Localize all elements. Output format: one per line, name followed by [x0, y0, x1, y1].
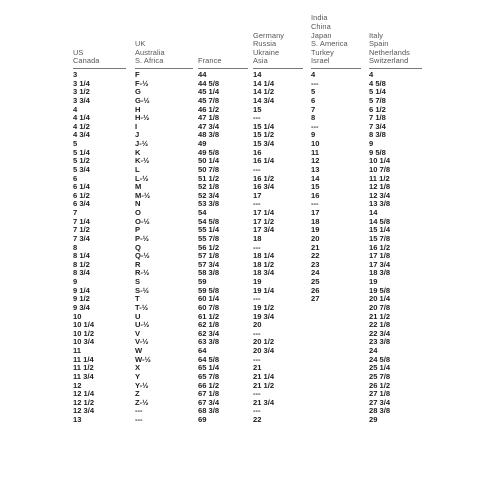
- size-cell: H-½: [135, 113, 150, 123]
- size-cell: 9 1/2: [73, 294, 90, 304]
- size-cell: 18 1/2: [253, 259, 275, 269]
- size-cell: S-½: [135, 285, 149, 295]
- size-cell: 6: [73, 173, 78, 183]
- size-cell: Z-½: [135, 397, 149, 407]
- column-header-line: Asia: [253, 56, 268, 66]
- size-cell: 17 1/8: [369, 251, 391, 261]
- header-divider: [135, 68, 193, 69]
- size-cell: 16 1/2: [369, 242, 391, 252]
- size-cell: 54: [198, 208, 207, 217]
- size-cell: 14: [253, 70, 262, 79]
- size-cell: 6: [311, 95, 316, 105]
- size-cell: 7 3/4: [369, 121, 386, 131]
- column-header-line: Switzerland: [369, 56, 409, 66]
- size-cell: 20: [311, 233, 320, 243]
- size-cell: 7: [73, 208, 78, 217]
- size-cell: 7 3/4: [73, 233, 90, 243]
- size-cell: H: [135, 104, 141, 114]
- size-cell: O-½: [135, 216, 150, 226]
- size-cell: 13: [73, 415, 82, 424]
- size-cell: 11 1/2: [73, 363, 94, 373]
- column-header-line: Spain: [369, 39, 389, 49]
- size-cell: 15 1/4: [369, 225, 391, 235]
- size-cell: 17 3/4: [253, 225, 275, 235]
- size-cell: 20: [253, 320, 262, 330]
- size-cell: 18: [253, 233, 262, 243]
- size-cell: M: [135, 182, 142, 192]
- column-header-line: Japan: [311, 30, 332, 40]
- size-cell: ---: [253, 406, 261, 416]
- size-cell: 9 3/4: [73, 302, 90, 312]
- size-cell: 10: [73, 311, 82, 321]
- size-cell: ---: [253, 389, 261, 399]
- size-cell: 20 7/8: [369, 302, 391, 312]
- size-cell: 5 1/4: [73, 147, 90, 157]
- size-cell: 53 3/8: [198, 199, 220, 209]
- size-cell: 11 3/4: [73, 371, 94, 381]
- column-1: [135, 8, 195, 424]
- size-cell: 55 7/8: [198, 233, 220, 243]
- size-cell: R: [135, 259, 141, 269]
- size-cell: 58 3/8: [198, 268, 220, 278]
- size-cell: 16 1/4: [253, 156, 275, 166]
- size-cell: Y-½: [135, 380, 149, 390]
- size-cell: 52 3/4: [198, 190, 220, 200]
- size-cell: 50 7/8: [198, 164, 220, 174]
- column-header-line: Germany: [253, 30, 285, 40]
- size-cell: 4 1/4: [73, 113, 90, 123]
- size-cell: ---: [253, 113, 261, 123]
- size-cell: 14 3/4: [253, 95, 275, 105]
- size-cell: 12 1/8: [369, 182, 391, 192]
- size-cell: 21 1/2: [253, 380, 275, 390]
- size-cell: 17: [311, 208, 320, 217]
- size-cell: 19 3/4: [253, 311, 275, 321]
- size-cell: 4 5/8: [369, 78, 386, 88]
- size-cell: 10 7/8: [369, 164, 391, 174]
- size-cell: 12 1/4: [73, 389, 95, 399]
- column-header: [311, 8, 363, 66]
- column-header-line: Turkey: [311, 47, 334, 57]
- size-cell: 56 1/2: [198, 242, 220, 252]
- size-cell: 11 1/4: [73, 354, 94, 364]
- size-cell: 25 1/4: [369, 363, 391, 373]
- column-header-line: France: [198, 56, 222, 66]
- column-header-line: S. Africa: [135, 56, 164, 66]
- size-cell: 3 1/4: [73, 78, 90, 88]
- size-cell: ---: [311, 78, 319, 88]
- size-cell: 44 5/8: [198, 78, 220, 88]
- size-cell: 45 7/8: [198, 95, 220, 105]
- size-cell: I: [135, 121, 138, 131]
- size-cell: J: [135, 130, 140, 140]
- size-cell: 16 1/2: [253, 173, 275, 183]
- size-cell: 8: [73, 242, 78, 252]
- size-cell: 49 5/8: [198, 147, 220, 157]
- size-cell: 5 1/4: [369, 87, 386, 97]
- size-cell: 10 1/4: [73, 320, 95, 330]
- size-cell: ---: [253, 164, 261, 174]
- column-header-line: Russia: [253, 39, 277, 49]
- size-cell: 13 3/8: [369, 199, 391, 209]
- size-cell: ---: [135, 406, 143, 416]
- size-cell: 4: [311, 70, 316, 79]
- size-cell: 23 3/8: [369, 337, 391, 347]
- size-cell: 18 1/4: [253, 251, 275, 261]
- header-divider: [369, 68, 422, 69]
- size-cell: 25: [311, 277, 320, 286]
- size-cell: 9: [369, 139, 374, 148]
- size-cell: 27 3/4: [369, 397, 391, 407]
- column-header-line: India: [311, 13, 328, 23]
- size-cell: 50 1/4: [198, 156, 220, 166]
- size-cell: 7 1/8: [369, 113, 386, 123]
- size-cell: 16 3/4: [253, 182, 275, 192]
- size-cell: 57 1/8: [198, 251, 220, 261]
- size-cell: 8: [311, 113, 316, 123]
- column-header-line: Italy: [369, 30, 384, 40]
- column-0: [73, 8, 128, 424]
- size-cell: 21 1/2: [369, 311, 391, 321]
- size-cell: 66 1/2: [198, 380, 220, 390]
- size-cell: 20 1/4: [369, 294, 391, 304]
- size-cell: 27: [311, 294, 320, 304]
- size-cell: 47 1/8: [198, 113, 220, 123]
- size-cell: 14: [369, 208, 378, 217]
- size-cell: ---: [253, 199, 261, 209]
- size-cell: 16: [311, 190, 320, 200]
- size-cell: 59 5/8: [198, 285, 220, 295]
- size-cell: ---: [253, 242, 261, 252]
- size-cell: K-½: [135, 156, 150, 166]
- size-cell: 24: [311, 268, 320, 278]
- header-divider: [311, 68, 361, 69]
- size-cell: 19: [253, 277, 262, 286]
- size-cell: 22 1/8: [369, 320, 391, 330]
- size-cell: 3 3/4: [73, 95, 90, 105]
- size-cell: 13: [311, 164, 320, 174]
- size-cell: 9: [311, 130, 316, 140]
- size-cell: 69: [198, 415, 207, 424]
- header-divider: [73, 68, 126, 69]
- size-cell: V: [135, 328, 141, 338]
- size-cell: 57 3/4: [198, 259, 220, 269]
- header-divider: [253, 68, 303, 69]
- size-cell: 20 3/4: [253, 346, 275, 355]
- size-cell: 4: [73, 104, 78, 114]
- size-cell: Q: [135, 242, 141, 252]
- size-cell: 6 1/2: [73, 190, 90, 200]
- size-cell: X: [135, 363, 141, 373]
- size-cell: 12 1/2: [73, 397, 95, 407]
- size-cell: L-½: [135, 173, 149, 183]
- size-cell: 15 1/2: [253, 130, 275, 140]
- size-cell: 17 3/4: [369, 259, 391, 269]
- column-header-line: Canada: [73, 56, 100, 66]
- size-cell: Z: [135, 389, 140, 399]
- column-4: [311, 8, 363, 304]
- column-header: [253, 8, 305, 66]
- size-cell: 14 5/8: [369, 216, 391, 226]
- size-cell: 65 1/4: [198, 363, 220, 373]
- column-values: [73, 71, 94, 425]
- size-cell: 5: [73, 139, 78, 148]
- size-cell: 64: [198, 346, 207, 355]
- size-cell: 21 1/4: [253, 371, 275, 381]
- size-cell: 52 1/8: [198, 182, 220, 192]
- size-cell: 15 7/8: [369, 233, 391, 243]
- size-cell: 68 3/8: [198, 406, 220, 416]
- size-cell: P-½: [135, 233, 149, 243]
- size-cell: 6 3/4: [73, 199, 90, 209]
- column-2: [198, 8, 250, 424]
- size-cell: 25 7/8: [369, 371, 391, 381]
- size-cell: 55 1/4: [198, 225, 220, 235]
- size-cell: 9 5/8: [369, 147, 386, 157]
- size-cell: W: [135, 346, 143, 355]
- size-cell: 45 1/4: [198, 87, 220, 97]
- size-cell: 24: [369, 346, 378, 355]
- size-cell: 62 3/4: [198, 328, 220, 338]
- size-cell: 47 3/4: [198, 121, 220, 131]
- size-cell: O: [135, 208, 141, 217]
- size-cell: ---: [253, 354, 261, 364]
- size-cell: 27 1/8: [369, 389, 391, 399]
- size-cell: 29: [369, 415, 378, 424]
- size-cell: 17 1/2: [253, 216, 275, 226]
- ring-size-chart: [73, 8, 423, 492]
- size-cell: 5 1/2: [73, 156, 90, 166]
- size-cell: G-½: [135, 95, 150, 105]
- size-cell: 15: [311, 182, 320, 192]
- size-cell: 5: [311, 87, 316, 97]
- size-cell: 20 1/2: [253, 337, 275, 347]
- size-cell: N: [135, 199, 141, 209]
- size-cell: 48 3/8: [198, 130, 220, 140]
- size-cell: 46 1/2: [198, 104, 220, 114]
- size-cell: ---: [253, 328, 261, 338]
- size-cell: 64 5/8: [198, 354, 220, 364]
- size-cell: 22: [311, 251, 320, 261]
- size-cell: 14 1/4: [253, 78, 275, 88]
- size-cell: 7 1/2: [73, 225, 90, 235]
- size-cell: 67 3/4: [198, 397, 220, 407]
- size-cell: 14 1/2: [253, 87, 275, 97]
- size-cell: 16: [253, 147, 262, 157]
- column-5: [369, 8, 429, 424]
- size-cell: R-½: [135, 268, 150, 278]
- size-cell: 19: [311, 225, 320, 235]
- size-cell: 23: [311, 259, 320, 269]
- column-header-line: Israel: [311, 56, 330, 66]
- size-cell: 10: [311, 139, 320, 148]
- size-cell: 26 1/2: [369, 380, 391, 390]
- column-header-line: Netherlands: [369, 47, 410, 57]
- size-cell: 62 1/8: [198, 320, 220, 330]
- column-header-line: S. America: [311, 39, 348, 49]
- size-cell: ---: [311, 121, 319, 131]
- size-cell: U: [135, 311, 141, 321]
- size-cell: ---: [135, 415, 143, 424]
- size-cell: 21: [253, 363, 262, 373]
- size-cell: 67 1/8: [198, 389, 220, 399]
- column-header: [135, 8, 195, 66]
- header-divider: [198, 68, 248, 69]
- size-cell: 8 3/8: [369, 130, 386, 140]
- size-cell: 17: [253, 190, 262, 200]
- size-cell: Q-½: [135, 251, 150, 261]
- column-header-line: Australia: [135, 47, 165, 57]
- size-cell: 15: [253, 104, 262, 114]
- size-cell: 22: [253, 415, 262, 424]
- size-cell: F: [135, 70, 140, 79]
- size-cell: 61 1/2: [198, 311, 220, 321]
- size-cell: 60 7/8: [198, 302, 220, 312]
- size-cell: T-½: [135, 302, 149, 312]
- size-cell: 17 1/4: [253, 208, 275, 217]
- size-cell: 8 1/4: [73, 251, 90, 261]
- size-cell: 5 3/4: [73, 164, 90, 174]
- size-cell: T: [135, 294, 140, 304]
- size-cell: 44: [198, 70, 207, 79]
- size-cell: 65 7/8: [198, 371, 220, 381]
- size-cell: 59: [198, 277, 207, 286]
- column-values: [369, 71, 390, 425]
- size-cell: 7 1/4: [73, 216, 90, 226]
- column-header: [369, 8, 429, 66]
- size-cell: 11: [73, 346, 82, 355]
- size-cell: 54 5/8: [198, 216, 220, 226]
- size-cell: P: [135, 225, 141, 235]
- size-cell: 8 3/4: [73, 268, 90, 278]
- column-header-line: US: [73, 47, 84, 57]
- column-header-line: UK: [135, 39, 146, 49]
- size-cell: 18 3/4: [253, 268, 275, 278]
- size-cell: 11: [311, 147, 320, 157]
- size-cell: 60 1/4: [198, 294, 220, 304]
- size-cell: 19 1/2: [253, 302, 275, 312]
- column-header-line: China: [311, 22, 331, 32]
- size-cell: L: [135, 164, 140, 174]
- size-cell: 4 1/2: [73, 121, 90, 131]
- size-cell: 21: [311, 242, 320, 252]
- size-cell: 12: [73, 380, 82, 390]
- size-cell: ---: [253, 294, 261, 304]
- column-3: [253, 8, 305, 424]
- size-cell: 9 1/4: [73, 285, 90, 295]
- size-cell: 19 5/8: [369, 285, 391, 295]
- size-cell: 19: [369, 277, 378, 286]
- column-header: [73, 8, 128, 66]
- column-header-line: Ukraine: [253, 47, 280, 57]
- size-cell: V-½: [135, 337, 149, 347]
- size-cell: 21 3/4: [253, 397, 275, 407]
- size-cell: 6 1/4: [73, 182, 90, 192]
- size-cell: 10 1/2: [73, 328, 95, 338]
- size-cell: 8 1/2: [73, 259, 90, 269]
- size-cell: 15 3/4: [253, 139, 275, 148]
- size-cell: G: [135, 87, 141, 97]
- column-values: [135, 71, 151, 425]
- size-cell: 63 3/8: [198, 337, 220, 347]
- size-cell: 7: [311, 104, 316, 114]
- size-cell: 24 5/8: [369, 354, 391, 364]
- size-cell: 9: [73, 277, 78, 286]
- size-cell: 26: [311, 285, 320, 295]
- size-cell: 22 3/4: [369, 328, 391, 338]
- size-cell: U-½: [135, 320, 150, 330]
- size-cell: W-½: [135, 354, 151, 364]
- column-values: [253, 71, 274, 425]
- size-cell: 14: [311, 173, 320, 183]
- size-cell: 51 1/2: [198, 173, 220, 183]
- size-cell: 49: [198, 139, 207, 148]
- size-cell: 3 1/2: [73, 87, 90, 97]
- size-cell: ---: [311, 199, 319, 209]
- size-cell: 6 1/2: [369, 104, 386, 114]
- size-cell: 4 3/4: [73, 130, 90, 140]
- size-cell: 3: [73, 70, 78, 79]
- size-cell: 4: [369, 70, 374, 79]
- size-cell: 18: [311, 216, 320, 226]
- column-values: [311, 71, 319, 304]
- size-cell: 15 1/4: [253, 121, 275, 131]
- size-cell: 12: [311, 156, 320, 166]
- size-cell: 10 3/4: [73, 337, 95, 347]
- size-cell: 19 1/4: [253, 285, 275, 295]
- size-cell: K: [135, 147, 141, 157]
- size-cell: Y: [135, 371, 141, 381]
- column-values: [198, 71, 219, 425]
- size-cell: 11 1/2: [369, 173, 390, 183]
- size-cell: 5 7/8: [369, 95, 386, 105]
- size-cell: 18 3/8: [369, 268, 391, 278]
- size-cell: J-½: [135, 139, 149, 148]
- size-cell: 12 3/4: [73, 406, 95, 416]
- size-cell: F-½: [135, 78, 149, 88]
- size-cell: S: [135, 277, 141, 286]
- size-cell: 10 1/4: [369, 156, 391, 166]
- size-cell: M-½: [135, 190, 151, 200]
- column-header: [198, 8, 250, 66]
- size-cell: 28 3/8: [369, 406, 391, 416]
- size-cell: 12 3/4: [369, 190, 391, 200]
